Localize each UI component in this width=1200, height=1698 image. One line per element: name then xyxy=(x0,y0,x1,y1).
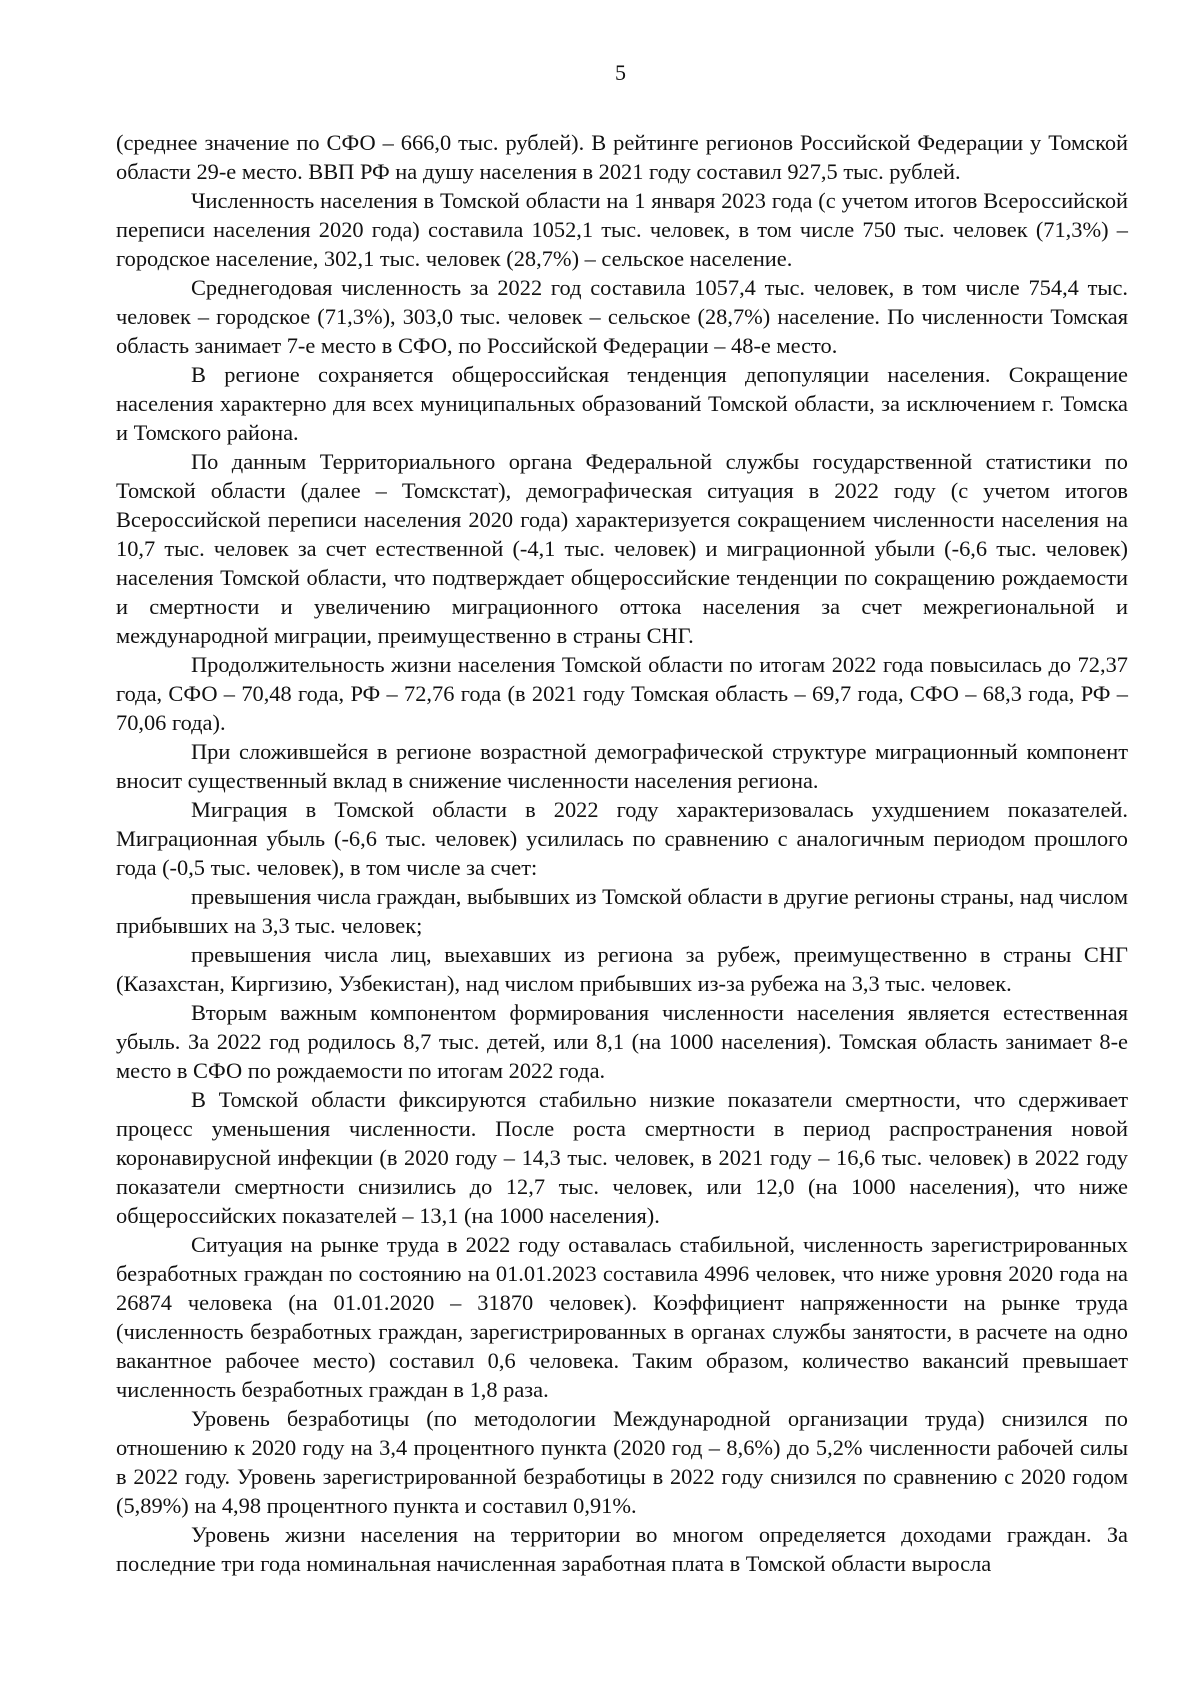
paragraph-migration-component: При сложившейся в регионе возрастной демографической структуре миграционный компонент вносит существенный вклад в снижение численности населения региона. xyxy=(116,739,1128,793)
paragraph-living-standards: Уровень жизни населения на территории во многом определяется доходами граждан. За последние три года номинальная начисленная заработная плата в Томской области выросла xyxy=(116,1522,1128,1576)
paragraph-labor-market: Ситуация на рынке труда в 2022 году оставалась стабильной, численность зарегистрированных безработных граждан по состоянию на 01.01.2023 составила 4996 человек, что ниже уровня 2020 года на 26874 человека (на 01.01.2020 – 31870 человек). Коэффициент напряженности на рынке труда (численность безработных граждан, зарегистрированных в органах службы занятости, в расчете на одно вакантное рабочее место) составил 0,6 человека. Таким образом, количество вакансий превышает численность безработных граждан в 1,8 раза. xyxy=(116,1232,1128,1402)
paragraph-unemployment: Уровень безработицы (по методологии Международной организации труда) снизился по отношению к 2020 году на 3,4 процентного пункта (2020 год – 8,6%) до 5,2% численности рабочей силы в 2022 году. Уровень зарегистрированной безработицы в 2022 году снизился по сравнению с 2020 годом (5,89%) на 4,98 процентного пункта и составил 0,91%. xyxy=(116,1406,1128,1518)
paragraph-natural-decline: Вторым важным компонентом формирования численности населения является естественная убыль. За 2022 год родилось 8,7 тыс. детей, или 8,1 (на 1000 населения). Томская область занимает 8-е место в СФО по рождаемости по итогам 2022 года. xyxy=(116,1000,1128,1083)
page-number: 5 xyxy=(615,60,626,85)
paragraph-population: Численность населения в Томской области на 1 января 2023 года (с учетом итогов Всероссийской переписи населения 2020 года) составила 1052,1 тыс. человек, в том числе 750 тыс. человек (71,3%) – городское население, 302,1 тыс. человек (28,7%) – сельское население. xyxy=(116,188,1128,271)
paragraph-migration-regions: превышения числа граждан, выбывших из Томской области в другие регионы страны, над числом прибывших на 3,3 тыс. человек; xyxy=(116,884,1128,938)
paragraph-life-expectancy: Продолжительность жизни населения Томской области по итогам 2022 года повысилась до 72,37 года, СФО – 70,48 года, РФ – 72,76 года (в 2021 году Томская область – 69,7 года, СФО – 68,3 года, РФ – 70,06 года). xyxy=(116,652,1128,735)
paragraph-depopulation: В регионе сохраняется общероссийская тенденция депопуляции населения. Сокращение населения характерно для всех муниципальных образований Томской области, за исключением г. Томска и Томского района. xyxy=(116,362,1128,445)
paragraph-migration: Миграция в Томской области в 2022 году характеризовалась ухудшением показателей. Миграционная убыль (-6,6 тыс. человек) усилилась по сравнению с аналогичным периодом прошлого года (-0,5 тыс. человек), в том числе за счет: xyxy=(116,797,1128,880)
paragraph-average-population: Среднегодовая численность за 2022 год составила 1057,4 тыс. человек, в том числе 754,4 тыс. человек – городское (71,3%), 303,0 тыс. человек – сельское (28,7%) население. По численности Томская область занимает 7-е место в СФО, по Российской Федерации – 48-е место. xyxy=(116,275,1128,358)
paragraph-gdp-continuation: (среднее значение по СФО – 666,0 тыс. рублей). В рейтинге регионов Российской Федерации у Томской области 29-е место. ВВП РФ на душу населения в 2021 году составил 927,5 тыс. рублей. xyxy=(116,130,1128,184)
document-body xyxy=(116,128,1128,1578)
paragraph-migration-abroad: превышения числа лиц, выехавших из региона за рубеж, преимущественно в страны СНГ (Казахстан, Киргизию, Узбекистан), над числом прибывших из-за рубежа на 3,3 тыс. человек. xyxy=(116,942,1128,996)
paragraph-mortality: В Томской области фиксируются стабильно низкие показатели смертности, что сдерживает процесс уменьшения численности. После роста смертности в период распространения новой коронавирусной инфекции (в 2020 году – 14,3 тыс. человек, в 2021 году – 16,6 тыс. человек) в 2022 году показатели смертности снизились до 12,7 тыс. человек, или 12,0 (на 1000 населения), что ниже общероссийских показателей – 13,1 (на 1000 населения). xyxy=(116,1087,1128,1228)
paragraph-demographics: По данным Территориального органа Федеральной службы государственной статистики по Томской области (далее – Томскстат), демографическая ситуация в 2022 году (с учетом итогов Всероссийской переписи населения 2020 года) характеризуется сокращением численности населения на 10,7 тыс. человек за счет естественной (-4,1 тыс. человек) и миграционной убыли (-6,6 тыс. человек) населения Томской области, что подтверждает общероссийские тенденции по сокращению рождаемости и смертности и увеличению миграционного оттока населения за счет межрегиональной и международной миграции, преимущественно в страны СНГ. xyxy=(116,449,1128,648)
